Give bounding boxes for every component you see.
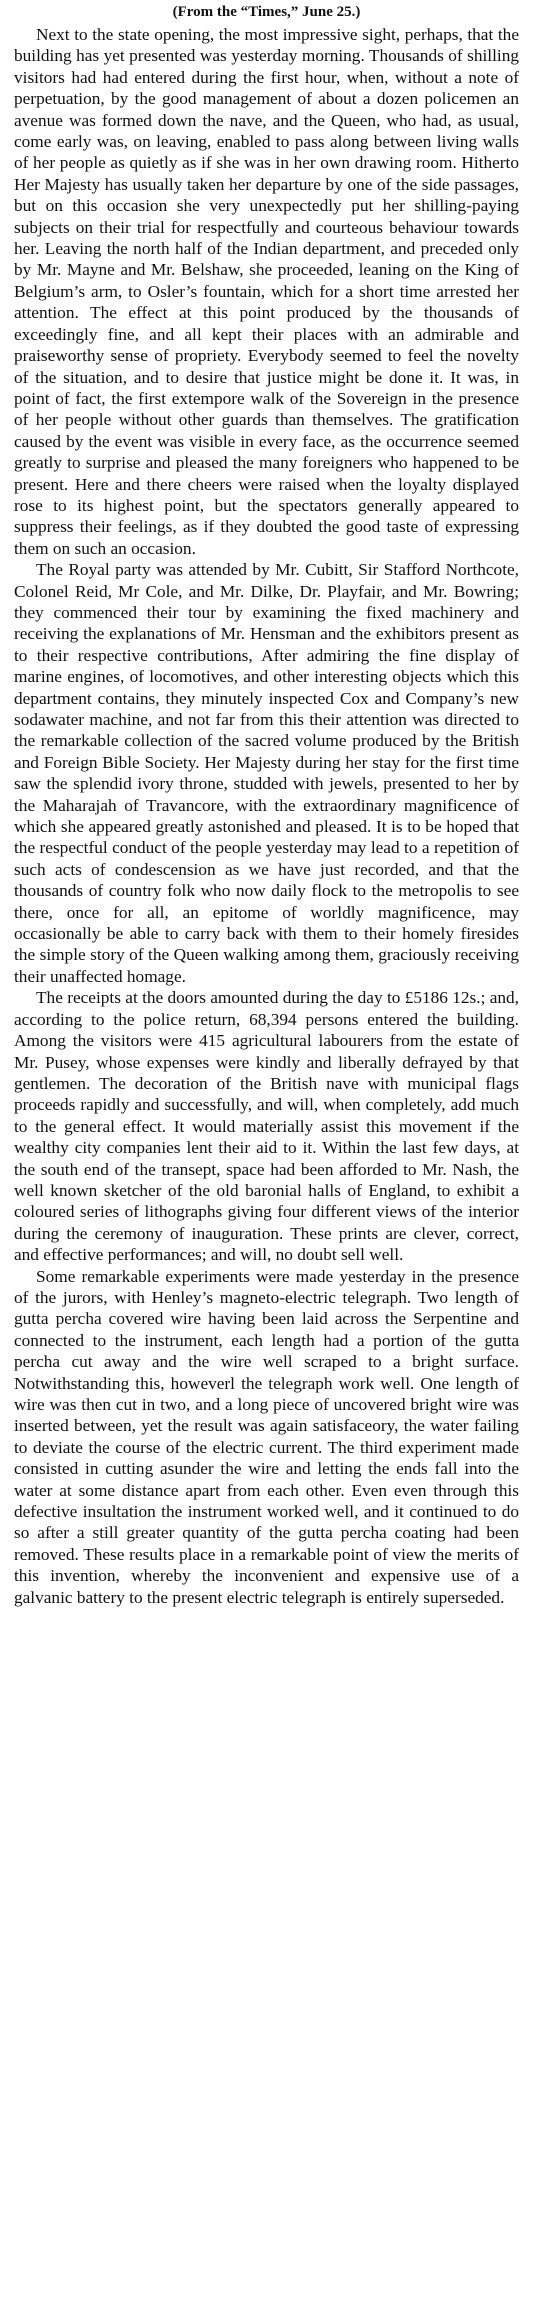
paragraph-receipts: The receipts at the doors amounted during the day to £5186 12s.; and, according to the police return, 68,394 persons entered the building. Among the visitors were 415 agricultural labourers from the estate of Mr. Pusey, whose expenses were kindly and liberally defrayed by that gentlemen. The decoration of the British nave with municipal flags proceeds rapidly and successfully, and will, when completely, add much to the general effect. It would materially assist this movement if the wealthy city companies lent their aid to it. Within the last few days, at the south end of the transept, space had been afforded to Mr. Nash, the well known sketcher of the old baronial halls of England, to exhibit a coloured series of lithographs giving four different views of the interior during the ceremony of inauguration. These prints are clever, correct, and effective performances; and will, no doubt sell well. bbox=[14, 988, 519, 1265]
paragraph-royal-visit: Next to the state opening, the most impressive sight, perhaps, that the building has yet presented was yesterday morning. Thousands of shilling visitors had had entered during the first hour, when, without a note of perpetuation, by the good management of about a dozen policemen an avenue was formed down the nave, and the Queen, who had, as usual, come early was, on leaving, enabled to pass along between living walls of her people as quietly as if she was in her own drawing room. Hitherto Her Majesty has usually taken her departure by one of the side passages, but on this occasion she very unexpectedly put her shilling-paying subjects on their trial for respectfully and courteous behaviour towards her. Leaving the north half of the Indian department, and preceded only by Mr. Mayne and Mr. Belshaw, she proceeded, leaning on the King of Belgium’s arm, to Osler’s fountain, which for a short time arrested her attention. The effect at this point produced by the thousands of exceedingly fine, and all kept their places with an admirable and praiseworthy sense of propriety. Everybody seemed to feel the novelty of the situation, and to desire that justice might be done it. It was, in point of fact, the first extempore walk of the Sovereign in the presence of her people without other guards than themselves. The gratification caused by the event was visible in every face, as the occurrence seemed greatly to surprise and pleased the many foreigners who happened to be present. Here and there cheers were raised when the loyalty displayed rose to its highest point, but the spectators generally appeared to suppress their feelings, as if they doubted the good taste of expressing them on such an occasion. bbox=[14, 25, 519, 558]
paragraph-telegraph-experiments: Some remarkable experiments were made yesterday in the presence of the jurors, with Henley’s magneto-electric telegraph. Two length of gutta percha covered wire having been laid across the Serpentine and connected to the instrument, each length had a portion of the gutta percha cut away and the wire well scraped to a bright surface. Notwithstanding this, howeverl the telegraph work well. One length of wire was then cut in two, and a long piece of uncovered bright wire was inserted between, yet the result was again satisfaceory, the water failing to deviate the course of the electric current. The third experiment made consisted in cutting asunder the wire and letting the ends fall into the water at some distance apart from each other. Even even through this defective insultation the instrument worked well, and it continued to do so after a still greater quantity of the gutta percha coating had been removed. These results place in a remarkable point of view the merits of this invention, whereby the inconvenient and expensive use of a galvanic battery to the present electric telegraph is entirely superseded. bbox=[14, 1266, 519, 1607]
paragraph-royal-party: The Royal party was attended by Mr. Cubitt, Sir Stafford Northcote, Colonel Reid, Mr Cole, and Mr. Dilke, Dr. Playfair, and Mr. Bowring; they commenced their tour by examining the fixed machinery and receiving the explanations of Mr. Hensman and the exhibitors present as to their respective contributions, After admiring the fine display of marine engines, of locomotives, and other interesting objects which this department contains, they minutely inspected Cox and Company’s new sodawater machine, and not far from this their attention was directed to the remarkable collection of the sacred volume produced by the British and Foreign Bible Society. Her Majesty during her stay for the first time saw the splendid ivory throne, studded with jewels, presented to her by the Maharajah of Travancore, with the extraordinary magnificence of which she appeared greatly astonished and pleased. It is to be hoped that the respectful conduct of the people yesterday may lead to a repetition of such acts of condescension as we have just recorded, and that the thousands of country folk who now daily flock to the metropolis to see there, once for all, an epitome of worldly magnificence, may occasionally be able to carry back with them to their homely firesides the simple story of the Queen walking among them, graciously receiving their unaffected homage. bbox=[14, 560, 519, 986]
article-source: (From the “Times,” June 25.) bbox=[172, 4, 361, 20]
